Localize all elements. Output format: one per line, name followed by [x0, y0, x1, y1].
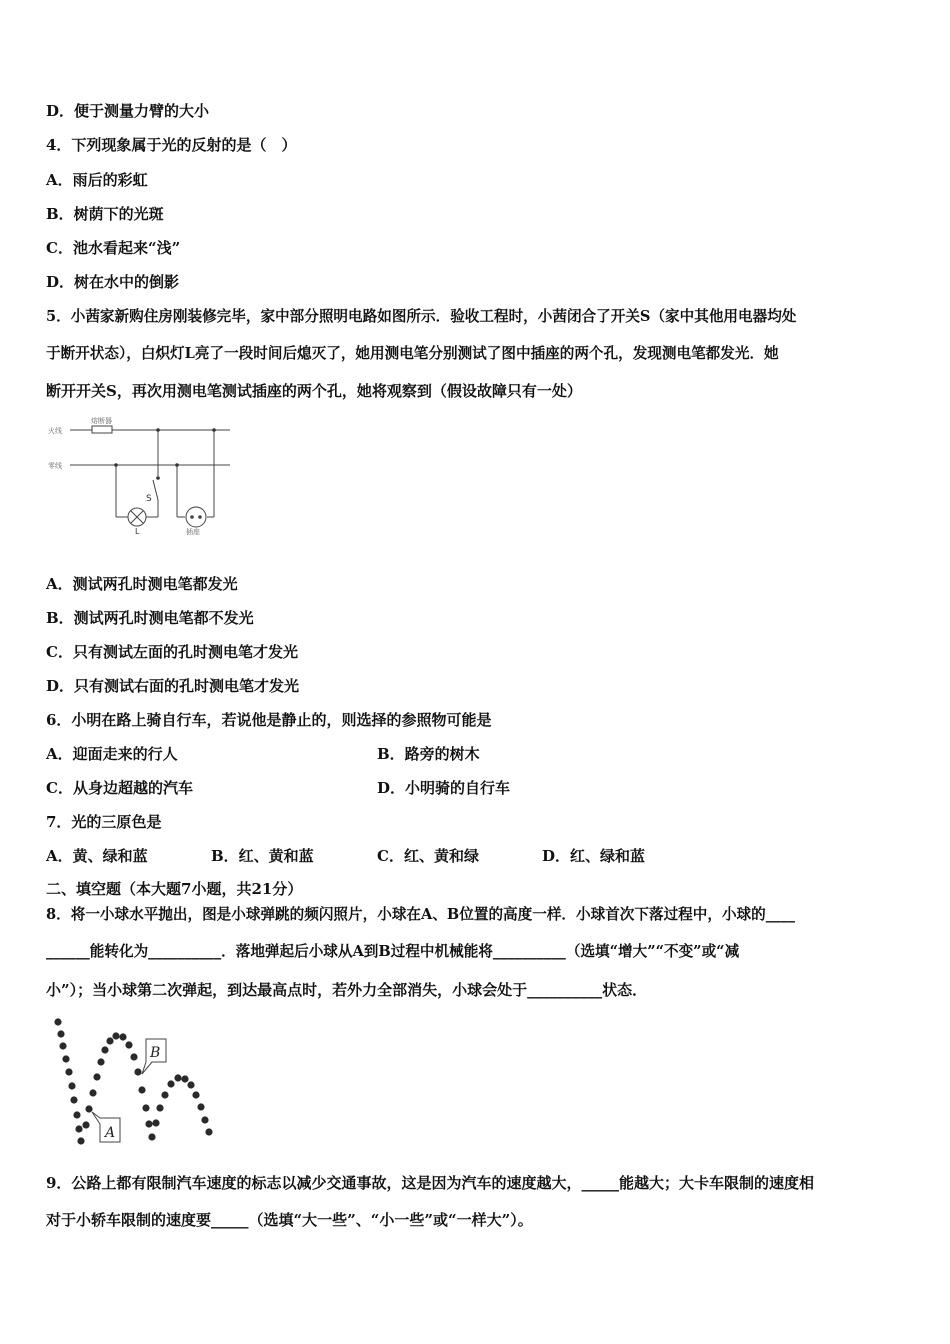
q5-option-b: B．测试两孔时测电笔都不发光 [46, 609, 254, 627]
q7-option-d: D．红、绿和蓝 [542, 847, 646, 865]
q7-stem: 7．光的三原色是 [46, 813, 162, 831]
q5-stem-line1: 5．小茜家新购住房刚装修完毕，家中部分照明电路如图所示．验收工程时，小茜闭合了开关S（家中其他用电器均处 [46, 308, 797, 325]
socket-symbol [186, 507, 206, 527]
switch-label: S [146, 494, 152, 504]
q8-stem-line3: 小”）；当小球第二次弹起，到达最高点时，若外力全部消失，小球会处于__________状态． [46, 981, 648, 999]
q6-option-b: B．路旁的树木 [377, 745, 480, 763]
q3-option-d: D．便于测量力臂的大小 [46, 102, 210, 120]
q7-option-c: C．红、黄和绿 [377, 847, 479, 865]
section-title: 二、填空题（本大题7小题，共21分） [46, 880, 303, 898]
q7-option-b: B．红、黄和蓝 [211, 847, 314, 865]
q6-option-c: C．从身边超越的汽车 [46, 779, 193, 797]
q9-stem-line1: 9．公路上都有限制汽车速度的标志以减少交通事故，这是因为汽车的速度越大，_____能越大；大卡车限制的速度相 [46, 1174, 814, 1192]
fuse-label: 熔断器 [91, 417, 112, 425]
label-b: B [150, 1045, 161, 1061]
q6-option-a: A．迎面走来的行人 [46, 745, 178, 763]
q8-stem-line1: 8．将一小球水平抛出，图是小球弹跳的频闪照片，小球在A、B位置的高度一样．小球首次下落过程中，小球的____ [46, 906, 795, 923]
q4-option-d: D．树在水中的倒影 [46, 273, 180, 291]
socket-label: 插座 [186, 528, 200, 536]
ball-trail [54, 1018, 212, 1144]
q5-stem-line2: 于断开状态），白炽灯L亮了一段时间后熄灭了，她用测电笔分别测试了图中插座的两个孔，发现测电笔都发光．她 [46, 345, 779, 362]
q6-option-d: D．小明骑的自行车 [377, 779, 511, 797]
q4-stem: 4．下列现象属于光的反射的是（ ） [46, 136, 297, 154]
q6-stem: 6．小明在路上骑自行车，若说他是静止的，则选择的参照物可能是 [46, 711, 492, 729]
switch-blade [153, 480, 158, 500]
lamp-symbol [128, 508, 146, 526]
circuit-diagram [40, 410, 240, 540]
q5-option-a: A．测试两孔时测电笔都发光 [46, 575, 238, 593]
q5-stem-line3: 断开开关S，再次用测电笔测试插座的两个孔，她将观察到（假设故障只有一处） [46, 382, 582, 400]
q5-option-d: D．只有测试右面的孔时测电笔才发光 [46, 677, 300, 695]
bouncing-ball-photo [46, 1012, 231, 1152]
fuse-symbol [92, 426, 112, 433]
q4-option-b: B．树荫下的光斑 [46, 205, 164, 223]
lamp-label: L [135, 527, 140, 536]
q8-stem-line2: ______能转化为__________．落地弹起后小球从A到B过程中机械能将__________（选填“增大”“不变”或“减 [46, 943, 740, 960]
q7-option-a: A．黄、绿和蓝 [46, 847, 148, 865]
live-wire-label: 火线 [48, 427, 62, 435]
q4-option-c: C．池水看起来“浅” [46, 239, 181, 257]
neutral-wire-label: 零线 [48, 462, 62, 470]
q4-option-a: A．雨后的彩虹 [46, 171, 148, 189]
q9-stem-line2: 对于小轿车限制的速度要_____（选填“大一些”、“小一些”或“一样大”）。 [46, 1211, 533, 1229]
label-a: A [105, 1125, 116, 1141]
q5-option-c: C．只有测试左面的孔时测电笔才发光 [46, 643, 298, 661]
